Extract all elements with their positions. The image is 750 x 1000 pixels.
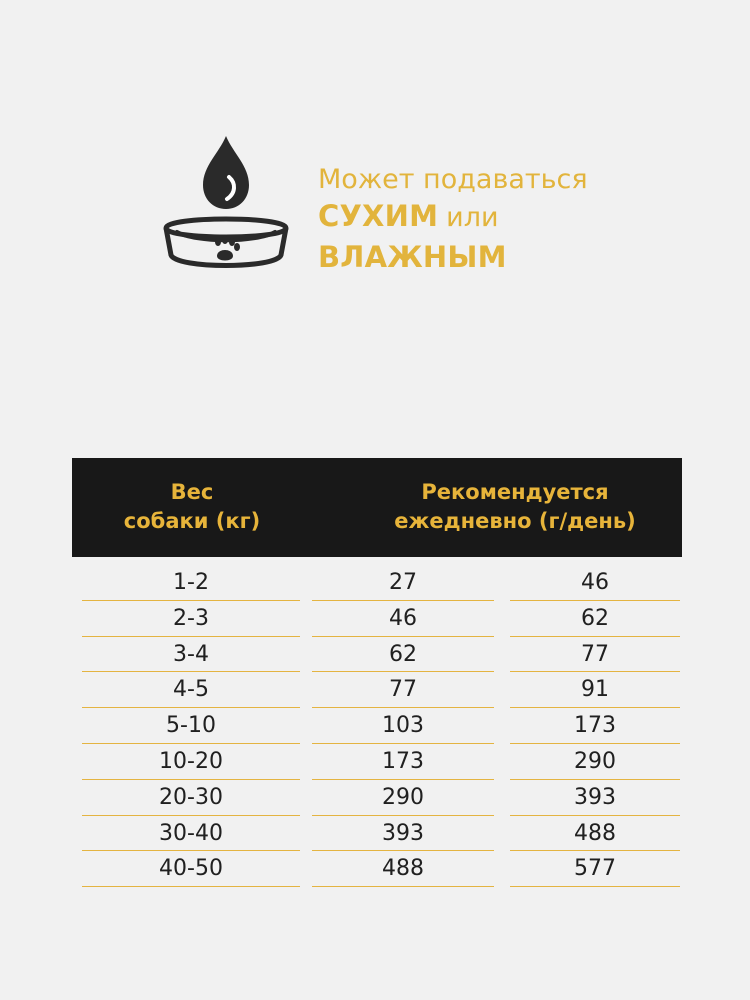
serving-message-line-1: Может подаваться: [318, 164, 588, 195]
dry-food-label: СУХИМ: [318, 199, 439, 233]
daily-amount-max-cell: 91: [510, 672, 680, 708]
daily-amount-max-cell: 393: [510, 780, 680, 816]
feeding-table-body: [0, 565, 750, 887]
dog-weight-cell: 3-4: [82, 637, 300, 673]
feeding-info-hero: [0, 0, 750, 330]
table-row: [0, 851, 750, 887]
dog-weight-cell: 30-40: [82, 816, 300, 852]
daily-amount-max-cell: 577: [510, 851, 680, 887]
table-row: [0, 672, 750, 708]
dog-weight-cell: 1-2: [82, 565, 300, 601]
daily-amount-max-cell: 77: [510, 637, 680, 673]
daily-amount-min-cell: 393: [312, 816, 494, 852]
daily-amount-max-cell: 46: [510, 565, 680, 601]
dog-weight-cell: 20-30: [82, 780, 300, 816]
recommendation-header-line-1: Рекомендуется: [421, 480, 609, 504]
wet-food-label: ВЛАЖНЫМ: [318, 240, 507, 274]
table-row: [0, 565, 750, 601]
dog-weight-cell: 4-5: [82, 672, 300, 708]
daily-amount-min-cell: 488: [312, 851, 494, 887]
dog-weight-cell: 5-10: [82, 708, 300, 744]
table-row: [0, 816, 750, 852]
daily-amount-max-cell: 62: [510, 601, 680, 637]
weight-column-header: [107, 478, 277, 536]
serving-message: [318, 162, 718, 275]
feeding-table-header: [72, 458, 682, 557]
or-label: или: [446, 202, 499, 233]
daily-amount-max-cell: 488: [510, 816, 680, 852]
recommendation-header-line-2: ежедневно (г/день): [394, 509, 636, 533]
daily-amount-min-cell: 173: [312, 744, 494, 780]
table-row: [0, 744, 750, 780]
daily-amount-min-cell: 77: [312, 672, 494, 708]
daily-amount-min-cell: 27: [312, 565, 494, 601]
dog-weight-cell: 10-20: [82, 744, 300, 780]
weight-header-line-1: Вес: [170, 480, 214, 504]
serving-message-line-2: [318, 198, 718, 239]
bowl-water-drop-paw-icon: [158, 132, 294, 278]
daily-amount-min-cell: 62: [312, 637, 494, 673]
table-row: [0, 601, 750, 637]
table-row: [0, 708, 750, 744]
daily-amount-max-cell: 290: [510, 744, 680, 780]
dog-weight-cell: 2-3: [82, 601, 300, 637]
daily-amount-max-cell: 173: [510, 708, 680, 744]
table-row: [0, 637, 750, 673]
weight-header-line-2: собаки (кг): [123, 509, 261, 533]
recommendation-column-header: [372, 478, 658, 536]
dog-weight-cell: 40-50: [82, 851, 300, 887]
daily-amount-min-cell: 290: [312, 780, 494, 816]
daily-amount-min-cell: 46: [312, 601, 494, 637]
daily-amount-min-cell: 103: [312, 708, 494, 744]
table-row: [0, 780, 750, 816]
